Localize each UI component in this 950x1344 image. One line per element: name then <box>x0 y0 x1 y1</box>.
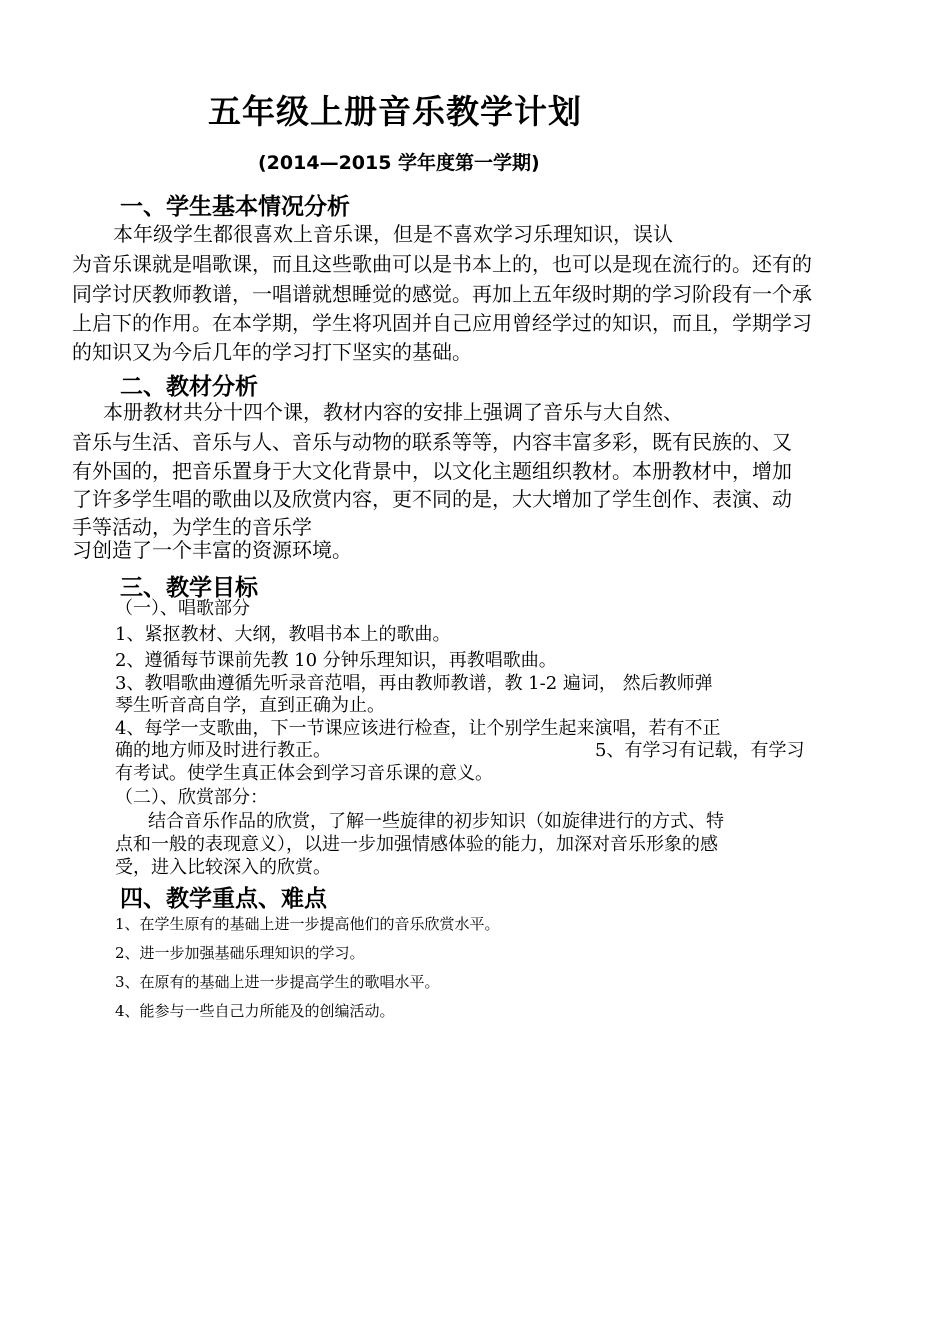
list-item: 有考试。使学生真正体会到学习音乐课的意义。 <box>115 763 493 784</box>
paragraph-line: 的知识又为今后几年的学习打下坚实的基础。 <box>72 340 472 364</box>
page-subtitle: (2014—2015 学年度第一学期) <box>258 152 540 174</box>
list-item: 2、遵循每节课前先教 10 分钟乐理知识，再教唱歌曲。 <box>115 650 557 671</box>
section-heading-1: 一、学生基本情况分析 <box>120 194 350 220</box>
list-item: 琴生听音高自学，直到正确为止。 <box>115 695 385 716</box>
paragraph-line: 本册教材共分十四个课，教材内容的安排上强调了音乐与大自然、 <box>103 400 683 424</box>
subsection-title: （一）、唱歌部分 <box>115 598 250 619</box>
list-item: 5、有学习有记载，有学习 <box>595 740 805 761</box>
list-item: 1、在学生原有的基础上进一步提高他们的音乐欣赏水平。 <box>115 915 500 933</box>
paragraph-line: 音乐与生活、音乐与人、音乐与动物的联系等等，内容丰富多彩，既有民族的、又 <box>72 430 792 454</box>
paragraph-line: 有外国的，把音乐置身于大文化背景中，以文化主题组织教材。本册教材中，增加 <box>72 459 792 483</box>
section-heading-2: 二、教材分析 <box>120 374 258 400</box>
paragraph-line: 点和一般的表现意义），以进一步加强情感体验的能力，加深对音乐形象的感 <box>115 834 718 855</box>
list-item: 1、紧抠教材、大纲，教唱书本上的歌曲。 <box>115 624 451 645</box>
section-heading-4: 四、教学重点、难点 <box>120 886 327 912</box>
list-item: 3、在原有的基础上进一步提高学生的歌唱水平。 <box>115 973 440 991</box>
paragraph-line: 手等活动，为学生的音乐学 <box>72 515 312 539</box>
list-item: 确的地方师及时进行教正。 <box>115 740 331 761</box>
list-item: 3、教唱歌曲遵循先听录音范唱，再由教师教谱，教 1-2 遍词， 然后教师弹 <box>115 673 713 694</box>
list-item: 2、进一步加强基础乐理知识的学习。 <box>115 944 365 962</box>
paragraph-line: 了许多学生唱的歌曲以及欣赏内容，更不同的是，大大增加了学生创作、表演、动 <box>72 487 792 511</box>
list-item: 4、每学一支歌曲，下一节课应该进行检查，让个别学生起来演唱，若有不正 <box>115 718 721 739</box>
paragraph-line: 习创造了一个丰富的资源环境。 <box>72 538 352 562</box>
paragraph-line: 本年级学生都很喜欢上音乐课，但是不喜欢学习乐理知识，误认 <box>113 222 673 246</box>
subsection-title: （二）、欣赏部分： <box>115 787 268 808</box>
paragraph-line: 结合音乐作品的欣赏，了解一些旋律的初步知识（如旋律进行的方式、特 <box>148 811 724 832</box>
page-title: 五年级上册音乐教学计划 <box>208 92 582 131</box>
paragraph-line: 同学讨厌教师教谱，一唱谱就想睡觉的感觉。再加上五年级时期的学习阶段有一个承 <box>72 282 812 306</box>
paragraph-line: 为音乐课就是唱歌课，而且这些歌曲可以是书本上的，也可以是现在流行的。还有的 <box>72 252 812 276</box>
paragraph-line: 上启下的作用。在本学期，学生将巩固并自己应用曾经学过的知识，而且，学期学习 <box>72 311 812 335</box>
paragraph-line: 受，进入比较深入的欣赏。 <box>115 857 331 878</box>
section-heading-3: 三、教学目标 <box>120 575 258 601</box>
list-item: 4、能参与一些自己力所能及的创编活动。 <box>115 1002 395 1020</box>
